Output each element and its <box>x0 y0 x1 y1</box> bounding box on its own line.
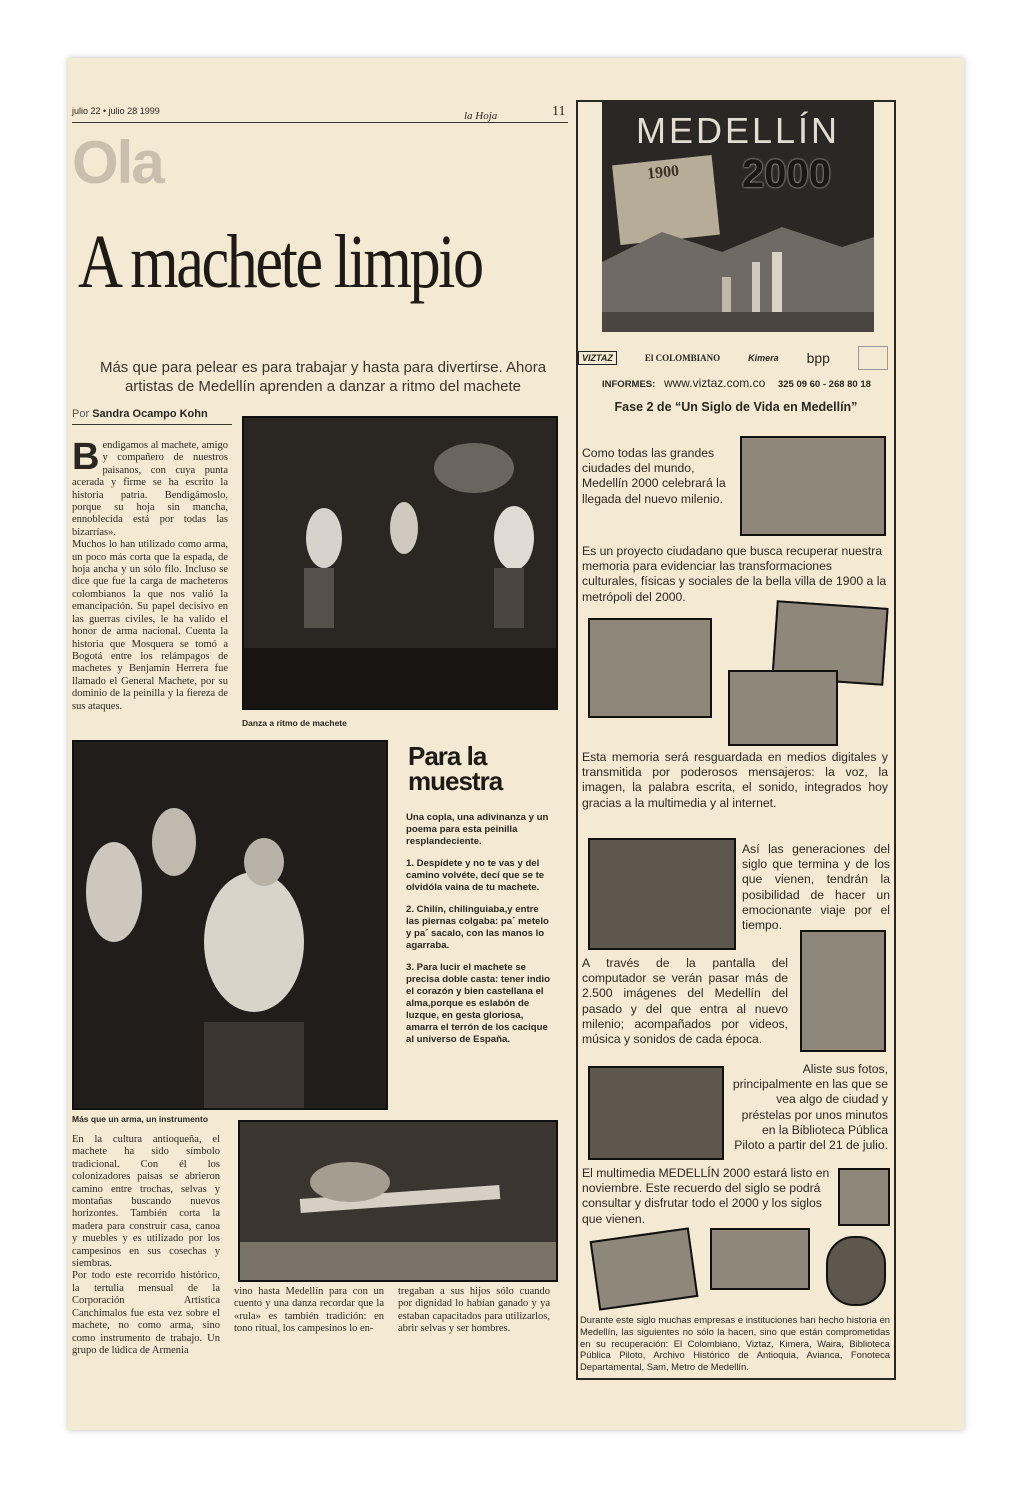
ad-photo-car-people <box>588 618 712 718</box>
skyline-illustration <box>602 222 874 332</box>
sponsor-logos <box>578 346 888 370</box>
sidebar-body <box>406 812 554 1046</box>
photo-machete-closeup <box>238 1120 558 1282</box>
dropcap: B <box>72 436 100 478</box>
ad-footer: Durante este siglo muchas empresas e instituciones han hecho historia en Medellín, las siguientes no sólo la hacen, sino que están comprometidas en su recuperación: El Colombiano, Viztaz, Kimera, Waira, Biblioteca Pública Piloto, Archivo Histórico de Antioquia, Avianca, Fonoteca Departamental, Sam, Metro de Medellín. <box>580 1314 890 1373</box>
ad-paragraph-7: El multimedia MEDELLÍN 2000 estará listo en noviembre. Este recuerdo del siglo se podrá consultar y disfrutar todo el 2000 y los siglos que vienen. <box>582 1166 830 1226</box>
article-intro: endigamos al machete, amigo y compañero de nuestros paisanos, con cuya punta acerada y firme se ha escrito la historia patria. Bendigámoslo, porque su hoja sin mancha, ennoblecida está por todas las bizarrías». <box>72 440 228 538</box>
informes-line <box>602 376 871 390</box>
crowd-illustration <box>74 742 386 1108</box>
byline-prefix: Por <box>72 408 90 420</box>
ad-photo-night-building <box>588 1066 724 1160</box>
photo2-caption: Más que un arma, un instrumento <box>72 1114 209 1124</box>
newspaper-page <box>68 58 964 1430</box>
informes-label: INFORMES: <box>602 379 656 390</box>
byline-author: Sandra Ocampo Kohn <box>92 408 208 420</box>
ad-paragraph-5: A través de la pantalla del computador se verán pasar más de 2.500 imágenes del Medellín del pasado y del que entra al nuevo milenio; acompañados por videos, música y sonidos de cada época. <box>582 956 788 1047</box>
ad-photo-women <box>588 838 736 950</box>
sidebar-item-2: 2. Chilín, chilinguiaba,y entre las piernas colgaba: pa´ metelo y pa´ sacalo, con las manos lo agarraba. <box>406 904 549 951</box>
ad-paragraph-1: Como todas las grandes ciudades del mundo, Medellín 2000 celebrará la llegada del nuevo milenio. <box>582 446 726 506</box>
sponsor-viztaz: VIZTAZ <box>578 351 617 365</box>
machete-illustration <box>240 1122 556 1280</box>
poster-medellin-2000 <box>602 102 874 332</box>
informes-url[interactable]: www.viztaz.com.co <box>663 376 766 390</box>
ad-photo-bridge <box>710 1228 810 1290</box>
sidebar-intro: Una copla, una adivinanza y un poema para esta peinilla resplandeciente. <box>406 812 549 847</box>
ad-paragraph-6: Aliste sus fotos, principalmente en las que se vea algo de ciudad y préstelas por unos minutos en la Biblioteca Pública Piloto a partir del 21 de julio. <box>732 1062 888 1153</box>
sponsor-el-colombiano: El COLOMBIANO <box>644 353 721 363</box>
ad-photo-monument <box>838 1168 890 1226</box>
headline: A machete limpio <box>78 220 482 304</box>
article-column-1 <box>72 436 228 713</box>
poster-year-new: 2000 <box>742 152 831 196</box>
photo1-caption: Danza a ritmo de machete <box>242 718 347 728</box>
sponsor-blank-logo <box>858 346 888 370</box>
issue-date: julio 22 • julio 28 1999 <box>72 106 160 116</box>
photo-dance-machete <box>242 416 558 710</box>
informes-phones: 325 09 60 - 268 80 18 <box>777 379 871 390</box>
ad-photo-old-car <box>740 436 886 536</box>
photo-machete-dancers <box>72 740 388 1110</box>
poster-year-old: 1900 <box>646 162 680 183</box>
article-column-bottom-left: En la cultura antioqueña, el machete ha sido símbolo tradicional. Con él los colonizadores paisas se abrieron camino entre trochas, selvas y montañas buscando nuevos horizontes. También corta la madera para construir casa, canoa y muebles y es utilizado por los campesinos en sus cosechas y siembras. Por todo este recorrido histórico, la tertulia mensual de la Corporación Artística Canchimalos fue esta vez sobre el machete, no como arma, sino como instrumento de trabajo. Un grupo de lúdica de Armenia <box>72 1134 220 1356</box>
ad-photo-group <box>728 670 838 746</box>
ad-photo-highway <box>590 1227 699 1310</box>
article-column-bottom-mid: vino hasta Medellín para con un cuento y una danza recordar que la «rula» es también tradición: en tono ritual, los campesinos lo en- <box>234 1286 384 1335</box>
sidebar-item-1: 1. Despídete y no te vas y del camino volvéte, decí que se te olvidóla vaina de tu machete. <box>406 858 545 893</box>
sidebar-item-3: 3. Para lucir el machete se precisa doble casta: tener indio el corazón y bien castellana el alma,porque es eslabón de luzque, en gesta gloriosa, amarra el terrón de los cacique al universo de España. <box>406 962 550 1045</box>
ad-paragraph-3: Esta memoria será resguardada en medios digitales y transmitida por poderosos mensajeros: la voz, la imagen, la palabra escrita, el sonido, integrados hoy gracias a la multimedia y al internet. <box>582 750 888 810</box>
poster-title: MEDELLÍN <box>635 110 841 151</box>
masthead-logo: la Hoja <box>464 110 498 122</box>
article-column-bottom-right: tregaban a sus hijos sólo cuando por dignidad lo habían ganado y ya estaban capacitados para utilizarlos, abrir selvas y ser hombres. <box>398 1286 550 1335</box>
ad-photo-circular <box>826 1236 886 1306</box>
byline <box>72 408 208 420</box>
sidebar-title: Para la muestra <box>408 741 503 796</box>
sponsor-bpp: bpp <box>806 350 830 366</box>
dancers-illustration <box>244 418 556 708</box>
sponsor-kimera: Kimera <box>748 353 779 363</box>
subheadline: Más que para pelear es para trabajar y hasta para divertirse. Ahora artistas de Medellín aprenden a danzar a ritmo del machete <box>99 359 547 395</box>
page-number: 11 <box>552 104 566 119</box>
ad-paragraph-2: Es un proyecto ciudadano que busca recuperar nuestra memoria para evidenciar las transformaciones culturales, físicas y sociales de la bella villa de 1900 a la metrópoli del 2000. <box>582 544 887 604</box>
ad-paragraph-4: Así las generaciones del siglo que termina y de los que vienen, tendrán la posibilidad de hacer un emocionante viaje por el tiempo. <box>742 842 890 933</box>
header-rule <box>72 122 568 123</box>
byline-rule <box>72 424 232 425</box>
section-label: Ola <box>72 129 163 196</box>
article-body-1: Muchos lo han utilizado como arma, un poco más corta que la espada, de hoja ancha y un sólo filo. Incluso se dice que fue la carga de macheteros colombianos la que nos valió la emancipación. Su papel decisivo en las guerras civiles, le ha valido el honor de arma nacional. Cuenta la historia que Mosquera se tomó a Bogotá entre los relámpagos de machetes y Benjamín Herrera fue llamado el General Machete, por su dominio de la peinilla y la fiereza de sus ataques. <box>72 539 228 712</box>
ad-photo-street <box>800 930 886 1052</box>
ad-heading: Fase 2 de “Un Siglo de Vida en Medellín” <box>614 400 858 414</box>
